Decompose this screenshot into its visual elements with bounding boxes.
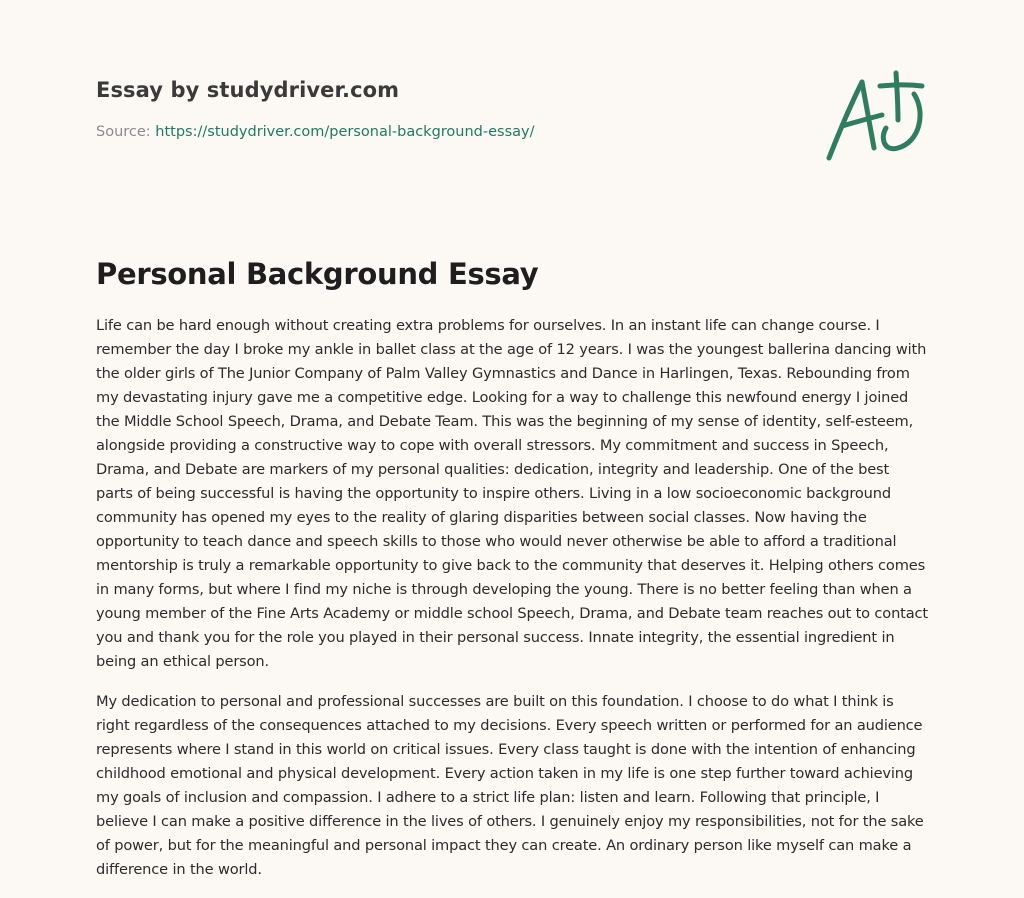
source-label: Source: [96, 124, 151, 140]
essay-paragraph: My dedication to personal and professional successes are built on this foundation. I choose to do what I think is right regardless of the consequences attached to my decisions. Every speech written or performed for an audience represents where I stand in this world on critical issues. Every class taught is done with the intention of enhancing childhood emotional and physical development. Every action taken in my life is one step further toward achieving my goals of inclusion and compassion. I adhere to a strict life plan: listen and learn. Following that principle, I believe I can make a positive difference in the lives of others. I genuinely enjoy my responsibilities, not for the sake of power, but for the meaningful and personal impact they can create. An ordinary person like myself can make a difference in the world. [96, 693, 924, 878]
essay-paragraph: Life can be hard enough without creating extra problems for ourselves. In an instant life can change course. I remember the day I broke my ankle in ballet class at the age of 12 years. I was the youngest ballerina dancing with the older girls of The Junior Company of Palm Valley Gymnastics and Dance in Harlingen, Texas. Rebounding from my devastating injury gave me a competitive edge. Looking for a way to challenge this newfound energy I joined the Middle School Speech, Drama, and Debate Team. This was the beginning of my sense of identity, self-esteem, alongside providing a constructive way to cope with overall stressors. My commitment and success in Speech, Drama, and Debate are markers of my personal qualities: dedication, integrity and leadership. One of the best parts of being successful is having the opportunity to inspire others. Living in a low socioeconomic background community has opened my eyes to the reality of glaring disparities between social classes. Now having the opportunity to teach dance and speech skills to those who would never otherwise be able to afford a traditional mentorship is truly a remarkable opportunity to give back to the community that deserves it. Helping others comes in many forms, but where I find my niche is through developing the young. There is no better feeling than when a young member of the Fine Arts Academy or middle school Speech, Drama, and Debate team reaches out to contact you and thank you for the role you played in their personal success. Innate integrity, the essential ingredient in being an ethical person. [96, 317, 928, 670]
essay-title: Personal Background Essay [96, 257, 539, 291]
site-title: Essay by studydriver.com [96, 78, 400, 102]
essay-body [96, 314, 928, 898]
a-plus-grade-icon [822, 68, 928, 166]
source-link[interactable]: https://studydriver.com/personal-background-essay/ [155, 124, 535, 140]
page-header [96, 76, 796, 142]
source-line [96, 122, 796, 142]
